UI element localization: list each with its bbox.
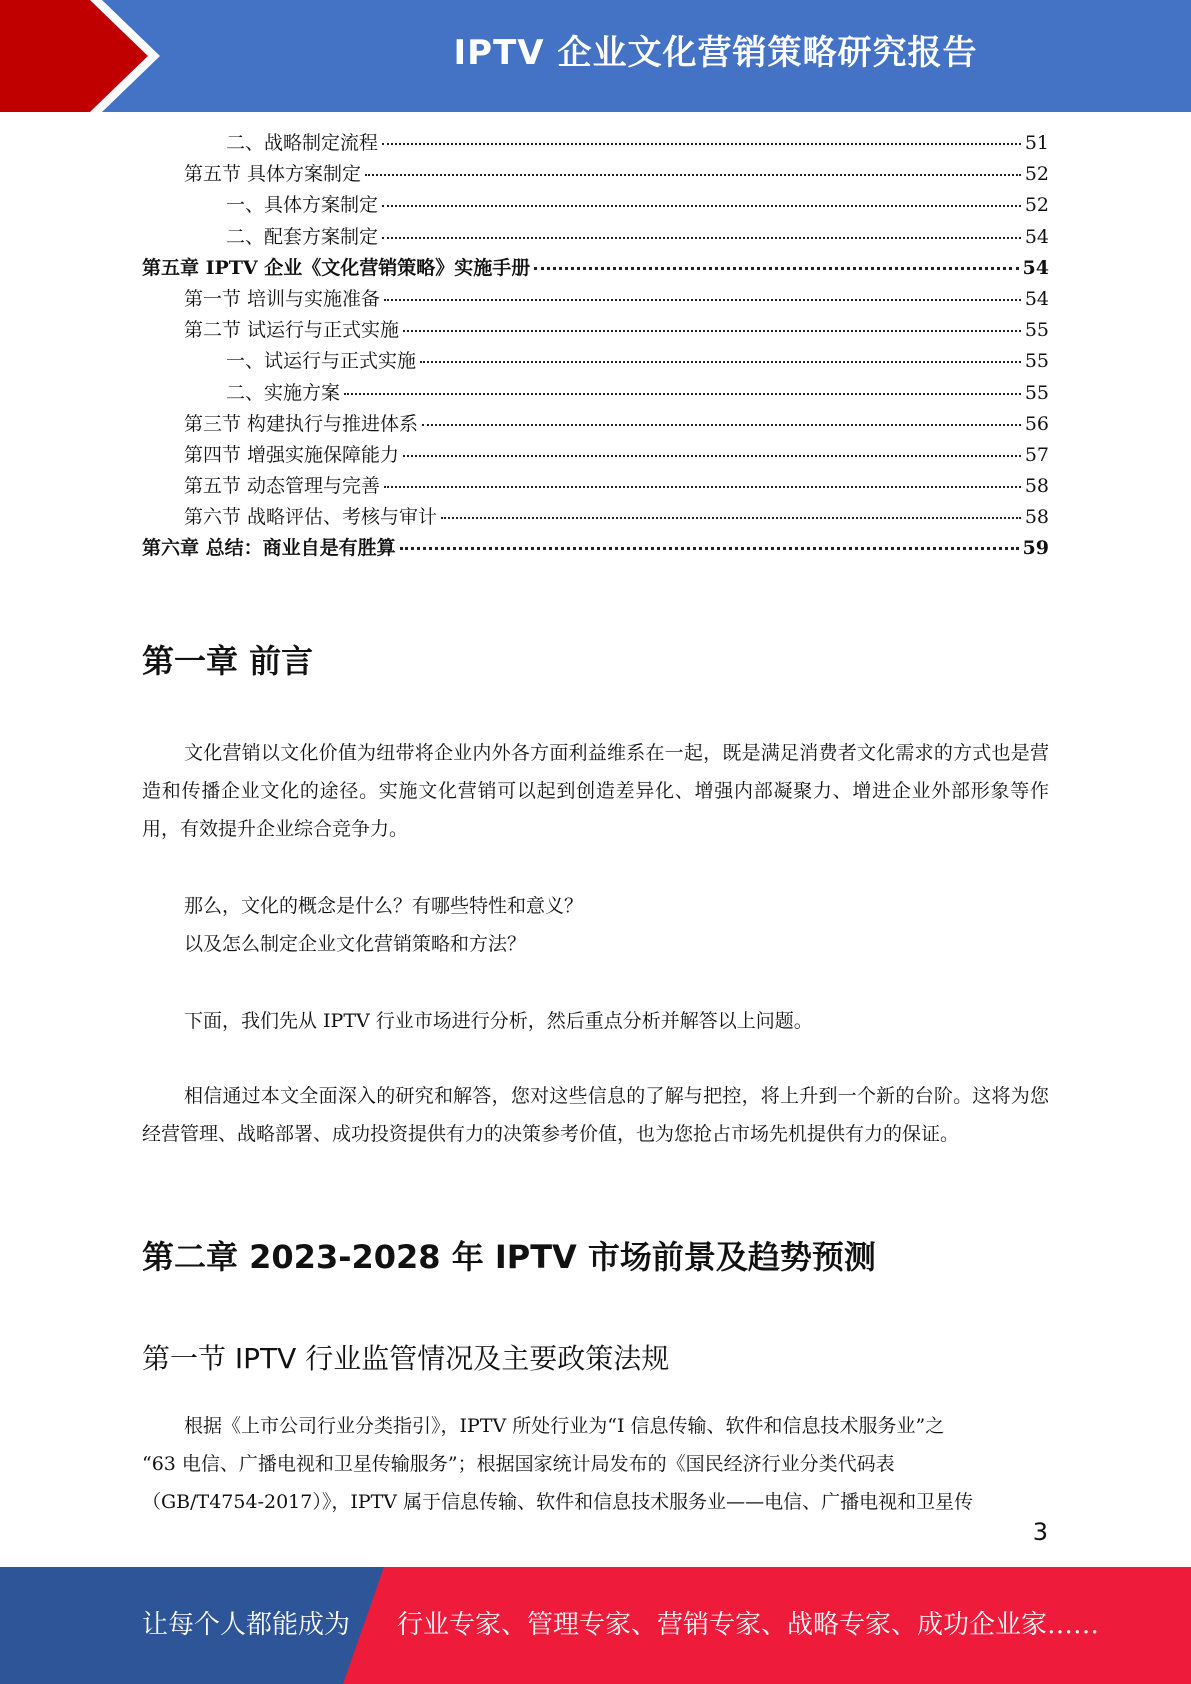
toc-dot-leader: [403, 455, 1021, 457]
toc-entry[interactable]: [142, 346, 1049, 377]
toc-dot-leader: [422, 424, 1021, 426]
header-arrow-decoration: [0, 0, 160, 112]
chapter-heading: 第二章 2023-2028 年 IPTV 市场前景及趋势预测: [142, 1238, 876, 1276]
toc-dot-leader: [365, 174, 1021, 176]
body-line: 下面，我们先从 IPTV 行业市场进行分析，然后重点分析并解答以上问题。: [184, 1010, 813, 1032]
chapter-heading: 第一章 前言: [142, 642, 314, 680]
toc-dot-leader: [344, 393, 1021, 395]
table-of-contents: [142, 128, 1049, 565]
page-header: [0, 0, 1191, 112]
toc-page-number: 52: [1024, 194, 1049, 217]
toc-entry-title: 第六节 战略评估、考核与审计: [184, 506, 438, 529]
toc-entry-title: 二、配套方案制定: [226, 225, 379, 248]
toc-entry[interactable]: [142, 533, 1049, 564]
toc-dot-leader: [384, 299, 1021, 301]
toc-page-number: 57: [1024, 443, 1049, 466]
toc-dot-leader: [384, 486, 1021, 488]
toc-entry-title: 第六章 总结：商业自是有胜算: [142, 537, 396, 560]
toc-page-number: 58: [1024, 506, 1049, 529]
toc-entry[interactable]: [142, 315, 1049, 346]
toc-entry-title: 第五节 动态管理与完善: [184, 475, 381, 498]
toc-entry[interactable]: [142, 253, 1049, 284]
toc-dot-leader: [420, 361, 1021, 363]
toc-page-number: 52: [1024, 163, 1049, 186]
toc-entry[interactable]: [142, 128, 1049, 159]
toc-page-number: 54: [1024, 225, 1049, 248]
toc-dot-leader: [403, 330, 1021, 332]
page-footer: [0, 1567, 1191, 1684]
toc-entry[interactable]: [142, 159, 1049, 190]
toc-entry[interactable]: [142, 378, 1049, 409]
toc-entry-title: 第四节 增强实施保障能力: [184, 443, 400, 466]
section-heading: 第一节 IPTV 行业监管情况及主要政策法规: [142, 1342, 670, 1375]
toc-dot-leader: [382, 205, 1021, 207]
toc-entry-title: 第三节 构建执行与推进体系: [184, 412, 419, 435]
toc-dot-leader: [400, 547, 1019, 550]
toc-entry-title: 一、具体方案制定: [226, 194, 379, 217]
toc-entry-title: 二、战略制定流程: [226, 132, 379, 154]
toc-entry-title: 二、实施方案: [226, 381, 341, 404]
body-line: 以及怎么制定企业文化营销策略和方法？: [184, 933, 527, 955]
toc-entry-title: 一、试运行与正式实施: [226, 350, 417, 373]
toc-entry[interactable]: [142, 471, 1049, 502]
toc-entry[interactable]: [142, 284, 1049, 315]
page-number: 3: [1032, 1518, 1048, 1546]
toc-page-number: 56: [1024, 412, 1049, 435]
toc-page-number: 55: [1024, 381, 1049, 404]
toc-page-number: 55: [1024, 350, 1049, 373]
toc-dot-leader: [534, 267, 1018, 270]
toc-dot-leader: [441, 517, 1021, 519]
body-paragraph: 文化营销以文化价值为纽带将企业内外各方面利益维系在一起，既是满足消费者文化需求的方式也是营造和传播企业文化的途径。实施文化营销可以起到创造差异化、增强内部凝聚力、增进企业外部形象等作用，有效提升企业综合竞争力。: [142, 742, 1049, 840]
footer-slogan-left: 让每个人都能成为: [142, 1610, 351, 1640]
toc-entry[interactable]: [142, 409, 1049, 440]
toc-page-number: 54: [1024, 287, 1049, 310]
toc-entry-title: 第二节 试运行与正式实施: [184, 319, 400, 342]
toc-entry[interactable]: [142, 222, 1049, 253]
toc-page-number: 54: [1022, 256, 1049, 279]
toc-dot-leader: [382, 237, 1021, 239]
report-title: IPTV 企业文化营销策略研究报告: [453, 33, 978, 73]
toc-entry-title: 第五章 IPTV 企业《文化营销策略》实施手册: [142, 256, 531, 279]
toc-page-number: 55: [1024, 319, 1049, 342]
toc-page-number: 58: [1024, 475, 1049, 498]
body-paragraph: 相信通过本文全面深入的研究和解答，您对这些信息的了解与把控，将上升到一个新的台阶。这将为您经营管理、战略部署、成功投资提供有力的决策参考价值，也为您抢占市场先机提供有力的保证。: [142, 1085, 1049, 1145]
toc-entry-title: 第一节 培训与实施准备: [184, 287, 381, 310]
toc-entry-title: 第五节 具体方案制定: [184, 163, 362, 186]
toc-entry[interactable]: [142, 440, 1049, 471]
toc-page-number: 59: [1022, 537, 1049, 560]
toc-entry[interactable]: [142, 190, 1049, 221]
toc-entry[interactable]: [142, 502, 1049, 533]
footer-slogan-right: 行业专家、管理专家、营销专家、战略专家、成功企业家……: [397, 1610, 1100, 1640]
body-line: 那么，文化的概念是什么？有哪些特性和意义？: [184, 895, 584, 917]
body-line: 根据《上市公司行业分类指引》，IPTV 所处行业为“I 信息传输、软件和信息技术服务业”之: [184, 1415, 945, 1437]
toc-dot-leader: [382, 143, 1021, 145]
body-line: （GB/T4754-2017）》，IPTV 属于信息传输、软件和信息技术服务业——电信、广播电视和卫星传: [142, 1491, 974, 1513]
toc-page-number: 51: [1024, 132, 1049, 154]
body-line: “63 电信、广播电视和卫星传输服务”；根据国家统计局发布的《国民经济行业分类代码表: [142, 1453, 895, 1475]
